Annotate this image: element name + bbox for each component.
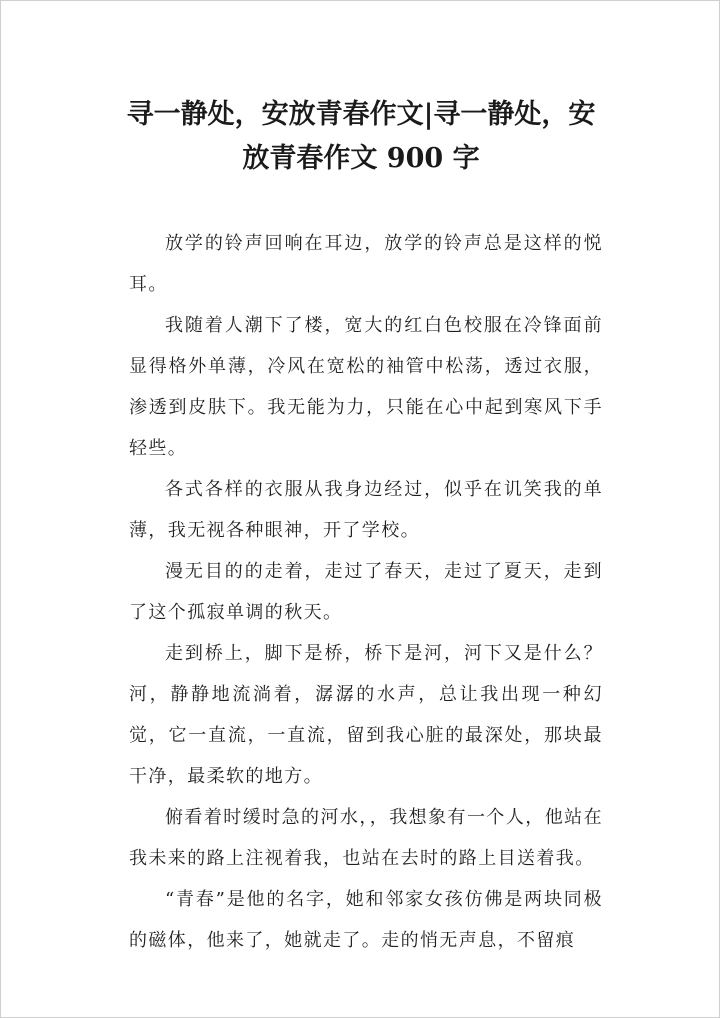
- document-title: 寻一静处，安放青春作文|寻一静处，安放青春作文 900 字: [126, 99, 596, 174]
- paragraph: 各式各样的衣服从我身边经过，似乎在讥笑我的单薄，我无视各种眼神，开了学校。: [129, 479, 603, 541]
- paragraph: 走到桥上，脚下是桥，桥下是河，河下又是什么？河，静静地流淌着，潺潺的水声，总让我出现一种幻觉，它一直流，一直流，留到我心脏的最深处，那块最干净，最柔软的地方。: [129, 643, 603, 787]
- paragraph: 放学的铃声回响在耳边，放学的铃声总是这样的悦耳。: [129, 233, 603, 295]
- document-body: [129, 223, 603, 961]
- paragraph: 俯看着时缓时急的河水，，我想象有一个人，他站在我未来的路上注视着我，也站在去时的路上目送着我。: [129, 807, 603, 869]
- paragraph: 我随着人潮下了楼，宽大的红白色校服在冷锋面前显得格外单薄，冷风在宽松的袖管中松荡，透过衣服，渗透到皮肤下。我无能为力，只能在心中起到寒风下手轻些。: [129, 315, 603, 459]
- paragraph: “青春”是他的名字，她和邻家女孩仿佛是两块同极的磁体，他来了，她就走了。走的悄无声息，不留痕: [129, 889, 603, 951]
- paragraph: 漫无目的的走着，走过了春天，走过了夏天，走到了这个孤寂单调的秋天。: [129, 561, 603, 623]
